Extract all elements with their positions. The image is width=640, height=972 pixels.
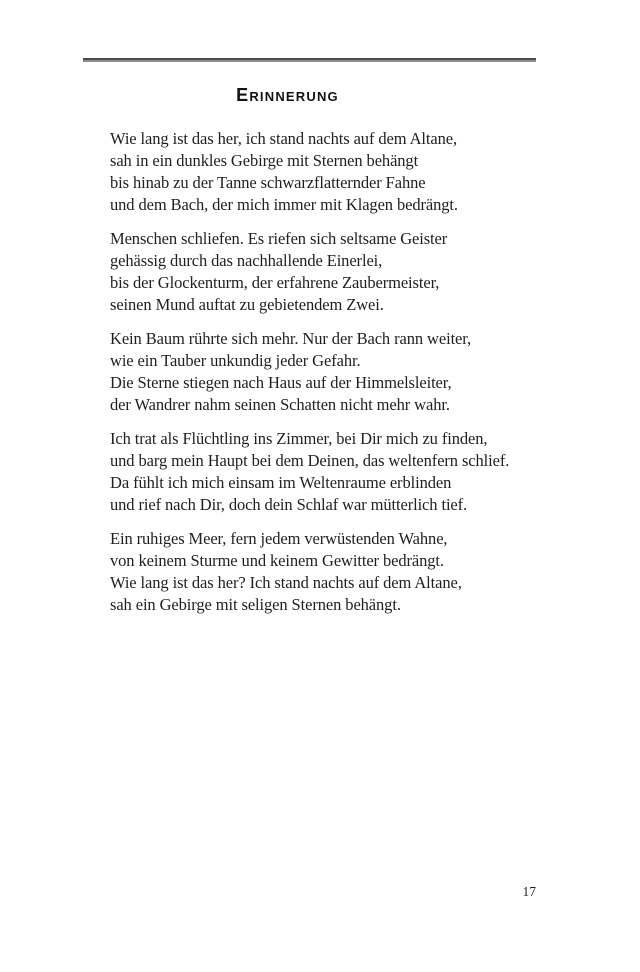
poem-line: sah ein Gebirge mit seligen Sternen behängt. — [110, 595, 401, 614]
poem-line: Die Sterne stiegen nach Haus auf der Himmelsleiter, — [110, 373, 452, 392]
poem-line: bis der Glockenturm, der erfahrene Zaubermeister, — [110, 273, 440, 292]
poem-line: Kein Baum rührte sich mehr. Nur der Bach rann weiter, — [110, 329, 472, 348]
stanza — [110, 128, 570, 216]
poem-line: wie ein Tauber unkundig jeder Gefahr. — [110, 351, 361, 370]
poem-line: Wie lang ist das her? Ich stand nachts auf dem Altane, — [110, 573, 462, 592]
header-double-rule — [83, 58, 536, 62]
page-title: Erinnerung — [236, 85, 339, 105]
poem-line: Ich trat als Flüchtling ins Zimmer, bei Dir mich zu finden, — [110, 429, 488, 448]
stanza — [110, 428, 570, 516]
poem-line: und rief nach Dir, doch dein Schlaf war mütterlich tief. — [110, 495, 468, 514]
poem-line: Da fühlt ich mich einsam im Weltenraume erblinden — [110, 473, 452, 492]
poem-line: bis hinab zu der Tanne schwarzflatternder Fahne — [110, 173, 426, 192]
poem-line: von keinem Sturme und keinem Gewitter bedrängt. — [110, 551, 444, 570]
page-number: 17 — [522, 884, 536, 899]
poem-line: gehässig durch das nachhallende Einerlei, — [110, 251, 383, 270]
poem-line: Ein ruhiges Meer, fern jedem verwüstenden Wahne, — [110, 529, 448, 548]
stanza — [110, 528, 570, 616]
stanza — [110, 328, 570, 416]
poem-line: und barg mein Haupt bei dem Deinen, das weltenfern schlief. — [110, 451, 510, 470]
poem-line: seinen Mund auftat zu gebietendem Zwei. — [110, 295, 384, 314]
poem-line: und dem Bach, der mich immer mit Klagen bedrängt. — [110, 195, 458, 214]
poem-line: Wie lang ist das her, ich stand nachts auf dem Altane, — [110, 129, 458, 148]
poem-line: der Wandrer nahm seinen Schatten nicht mehr wahr. — [110, 395, 450, 414]
poem-line: Menschen schliefen. Es riefen sich seltsame Geister — [110, 229, 448, 248]
stanza — [110, 228, 570, 316]
poem-line: sah in ein dunkles Gebirge mit Sternen behängt — [110, 151, 419, 170]
poem — [110, 128, 570, 628]
